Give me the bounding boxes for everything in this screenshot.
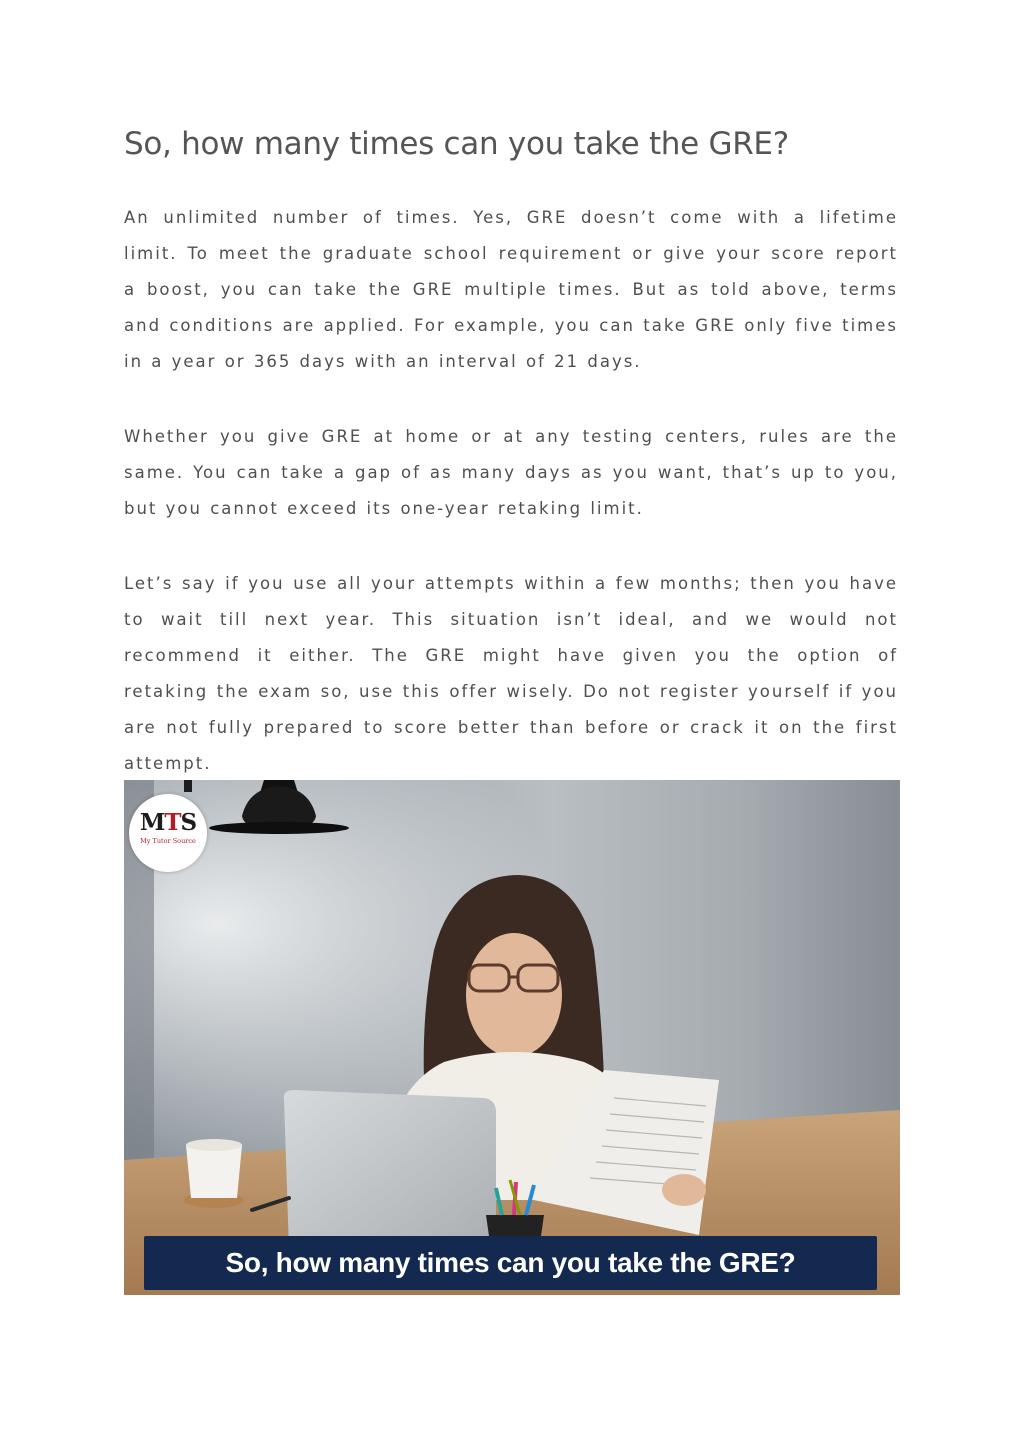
study-scene-illustration xyxy=(124,780,900,1295)
article-paragraph: Let’s say if you use all your attempts within a few months; then you have to wait till next year. This situation isn’t ideal, and we would not recommend it either. The GRE might have given you the option of retaking the exam so, use this offer wisely. Do not register yourself if you are not fully prepared to score better than before or crack it on the first attempt. xyxy=(124,574,898,773)
article-paragraph: Whether you give GRE at home or at any testing centers, rules are the same. You can take a gap of as many days as you want, that’s up to you, but you cannot exceed its one-year retaking limit. xyxy=(124,427,898,518)
article-paragraph: An unlimited number of times. Yes, GRE doesn’t come with a lifetime limit. To meet the graduate school requirement or give your score report a boost, you can take the GRE multiple times. But as told above, terms and conditions are applied. For example, you can take GRE only five times in a year or 365 days with an interval of 21 days. xyxy=(124,208,898,371)
company-logo xyxy=(129,794,207,872)
image-caption: So, how many times can you take the GRE? xyxy=(225,1247,796,1278)
article-heading: So, how many times can you take the GRE? xyxy=(124,126,789,162)
image-caption-banner xyxy=(144,1236,877,1290)
logo-mark: MTS xyxy=(139,809,197,836)
logo-subtitle: My Tutor Source xyxy=(140,837,196,845)
hero-image xyxy=(124,780,900,1295)
